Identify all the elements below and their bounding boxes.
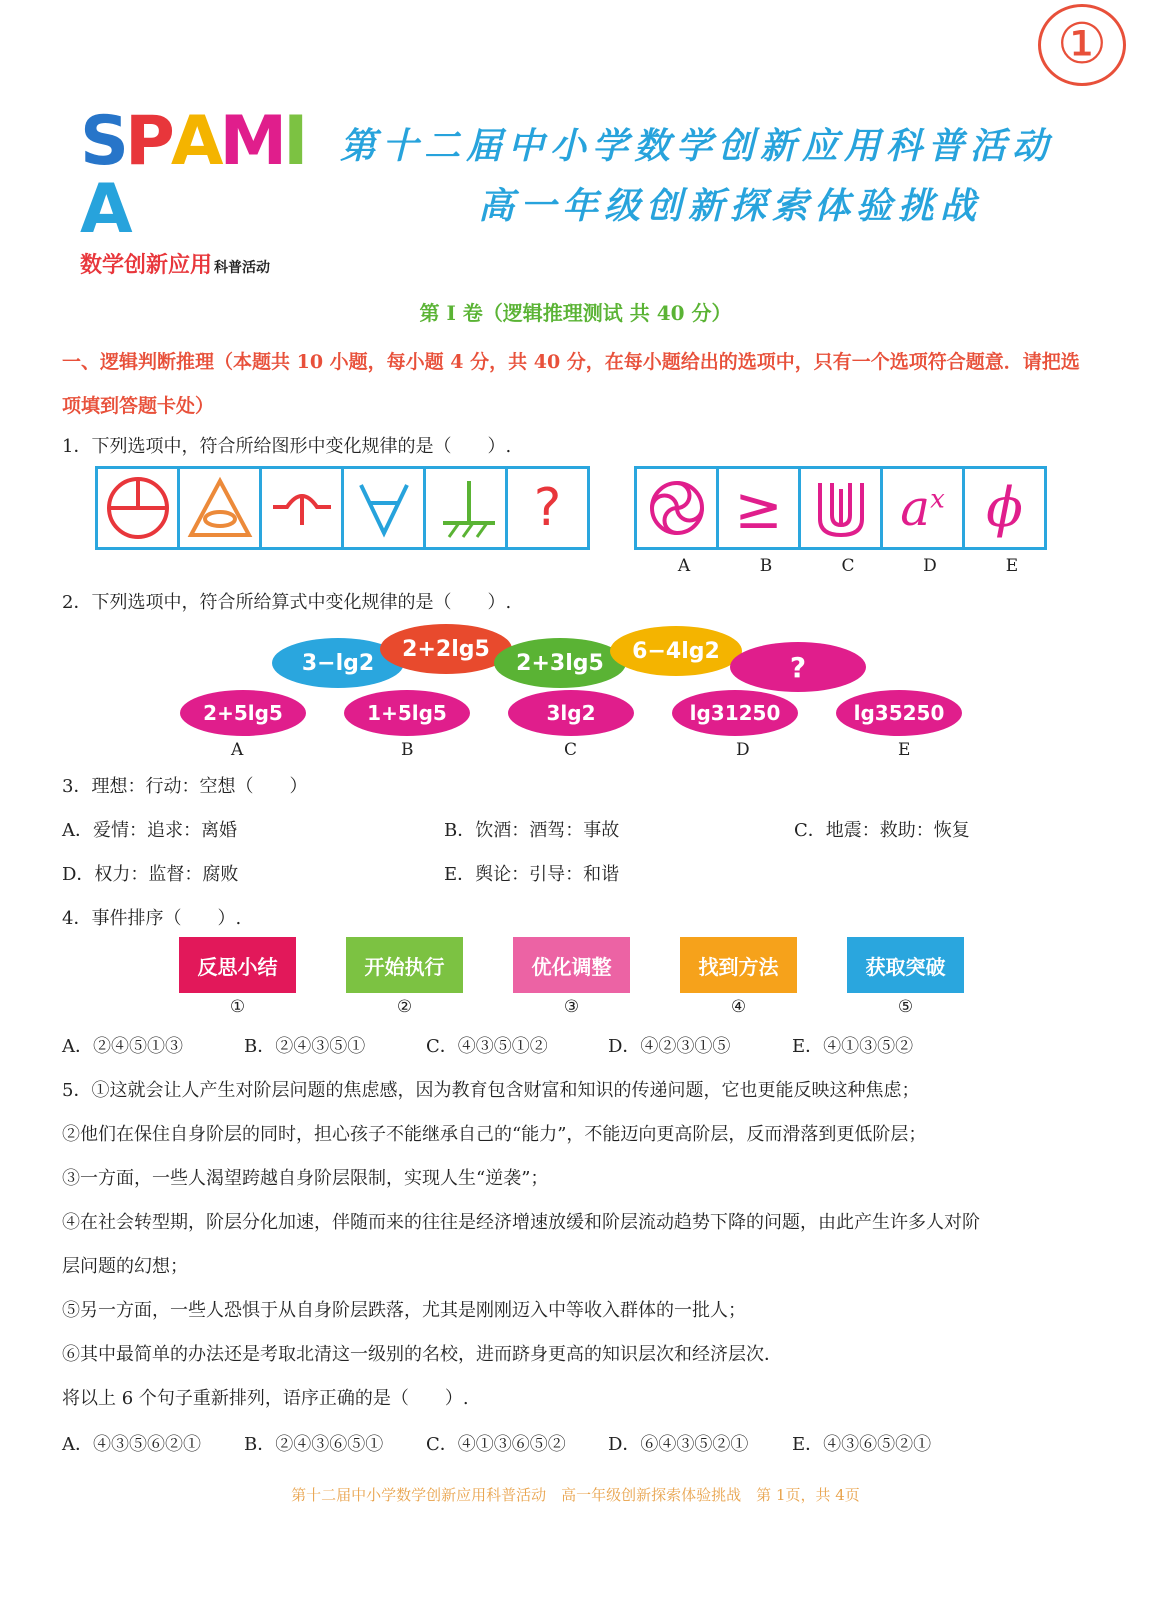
option-letter: A: [677, 556, 691, 576]
q4-option-b[interactable]: B．②④③⑤①: [244, 1036, 366, 1057]
q3-option-b[interactable]: B．饮酒：酒驾：事故: [444, 820, 620, 841]
option-a-figure[interactable]: [637, 469, 719, 547]
q5-line: 层问题的幻想；: [62, 1256, 188, 1277]
option-letter: C: [841, 556, 855, 576]
figure-arch-line: [262, 469, 344, 547]
event-tag: 反思小结: [179, 937, 296, 993]
q5-line: ⑥其中最简单的办法还是考取北清这一级别的名校，进而跻身更高的知识层次和经济层次．: [62, 1344, 782, 1365]
q5-option-b[interactable]: B．②④③⑥⑤①: [244, 1434, 384, 1455]
option-b-glyph: ≥: [734, 474, 783, 542]
page-footer: 第十二届中小学数学创新应用科普活动 高一年级创新探索体验挑战 第 1页，共 4页: [291, 1486, 860, 1504]
event-tag-number: ①: [229, 997, 246, 1017]
option-letter: B: [401, 740, 414, 760]
option-letter: E: [1005, 556, 1019, 576]
option-ellipse[interactable]: lg35250: [836, 690, 962, 736]
event-tag: 优化调整: [513, 937, 630, 993]
sequence-ellipse: 6−4lg2: [610, 626, 742, 676]
option-c-figure[interactable]: [801, 469, 883, 547]
q2-stem: 2．下列选项中，符合所给算式中变化规律的是（ ）.: [62, 592, 512, 613]
header-title-line2: 高一年级创新探索体验挑战: [478, 185, 983, 227]
instructions: 一、逻辑判断推理（本题共 10 小题，每小题 4 分，共 40 分，在每小题给出的选项中，只有一个选项符合题意．请把选项填到答题卡处）: [62, 351, 1080, 417]
q4-option-d[interactable]: D．④②③①⑤: [608, 1036, 731, 1057]
logo-wordmark: [80, 102, 325, 249]
option-e-figure[interactable]: [965, 469, 1044, 547]
event-tag: 找到方法: [680, 937, 797, 993]
q4-option-a[interactable]: A．②④⑤①③: [62, 1036, 183, 1057]
q4-option-e[interactable]: E．④①③⑤②: [792, 1036, 914, 1057]
logo-subtitle: [80, 248, 325, 279]
logo-letter: S: [80, 102, 125, 181]
q5-line: 5．①这就会让人产生对阶层问题的焦虑感，因为教育包含财富和知识的传递问题，它也更能反映这种焦虑；: [62, 1080, 920, 1101]
option-ellipse[interactable]: 1+5lg5: [344, 690, 470, 736]
q5-line: ⑤另一方面，一些人恐惧于从自身阶层跌落，尤其是刚刚迈入中等收入群体的一批人；: [62, 1300, 746, 1321]
q3-option-a[interactable]: A．爱情：追求：离婚: [62, 820, 237, 841]
option-letter: A: [231, 740, 244, 760]
option-ellipse[interactable]: 2+5lg5: [180, 690, 306, 736]
question-mark-cell: [508, 469, 587, 547]
logo-sub-main: 数学创新应用: [80, 253, 213, 278]
q5-option-e[interactable]: E．④③⑥⑤②①: [792, 1434, 932, 1455]
figure-forall: [344, 469, 426, 547]
q1-option-letters: [643, 556, 1053, 576]
option-letter: C: [564, 740, 578, 760]
q5-option-a[interactable]: A．④③⑤⑥②①: [62, 1434, 201, 1455]
option-letter: D: [736, 740, 750, 760]
option-e-glyph: ϕ: [986, 476, 1023, 539]
logo-letter: A: [170, 102, 220, 181]
sequence-ellipse: 3−lg2: [272, 638, 404, 688]
header-title-line1: 第十二届中小学数学创新应用科普活动: [340, 125, 1055, 167]
question-mark: ?: [533, 478, 562, 538]
q3-stem: 3．理想：行动：空想（ ）: [62, 776, 308, 797]
q3-option-c[interactable]: C．地震：救助：恢复: [794, 820, 970, 841]
option-d-figure[interactable]: [883, 469, 965, 547]
event-tag-number: ②: [396, 997, 413, 1017]
q5-line: ③一方面，一些人渴望跨越自身阶层限制，实现人生“逆袭”；: [62, 1168, 549, 1189]
option-letter: B: [759, 556, 773, 576]
q3-option-d[interactable]: D．权力：监督：腐败: [62, 864, 239, 885]
option-b-figure[interactable]: [719, 469, 801, 547]
q5-prompt: 将以上 6 个句子重新排列，语序正确的是（ ）.: [62, 1388, 469, 1409]
q1-sequence-figures: [95, 466, 590, 550]
event-tag-number: ③: [563, 997, 580, 1017]
logo-letter: A: [80, 170, 129, 249]
option-ellipse[interactable]: lg31250: [672, 690, 798, 736]
sequence-ellipse: 2+2lg5: [380, 624, 512, 674]
q3-option-e[interactable]: E．舆论：引导：和谐: [444, 864, 620, 885]
option-letter: D: [923, 556, 937, 576]
q5-option-c[interactable]: C．④①③⑥⑤②: [426, 1434, 566, 1455]
section-title: 第 I 卷（逻辑推理测试 共 40 分）: [419, 301, 732, 325]
logo-letter: I: [283, 102, 305, 181]
q5-line: ④在社会转型期，阶层分化加速，伴随而来的往往是经济增速放缓和阶层流动趋势下降的问题，由此产生许多人对阶: [62, 1212, 980, 1233]
page-number-badge: ①: [1038, 4, 1126, 86]
q1-stem: 1．下列选项中，符合所给图形中变化规律的是（ ）.: [62, 436, 512, 457]
option-d-sup: x: [930, 484, 945, 515]
q4-option-c[interactable]: C．④③⑤①②: [426, 1036, 548, 1057]
q4-event-tags: [0, 937, 1151, 1027]
logo-sub-small: 科普活动: [214, 260, 271, 276]
figure-circle-cross: [98, 469, 180, 547]
q5-line: ②他们在保住自身阶层的同时，担心孩子不能继承自己的“能力”，不能迈向更高阶层，反而滑落到更低阶层；: [62, 1124, 927, 1145]
option-d-base: a: [900, 479, 931, 537]
q1-option-figures: [634, 466, 1047, 550]
event-tag-number: ④: [730, 997, 747, 1017]
sequence-ellipse: ?: [730, 642, 866, 692]
logo-letter: P: [124, 102, 171, 181]
figure-triangle-eye: [180, 469, 262, 547]
q4-stem: 4．事件排序（ ）.: [62, 908, 242, 929]
option-letter: E: [898, 740, 911, 760]
event-tag: 开始执行: [346, 937, 463, 993]
figure-ground-symbol: [426, 469, 508, 547]
logo-letter: M: [219, 102, 284, 181]
q5-option-d[interactable]: D．⑥④③⑤②①: [608, 1434, 749, 1455]
sequence-ellipse: 2+3lg5: [494, 638, 626, 688]
event-tag-number: ⑤: [897, 997, 914, 1017]
spamia-logo: [80, 102, 325, 278]
option-ellipse[interactable]: 3lg2: [508, 690, 634, 736]
event-tag: 获取突破: [847, 937, 964, 993]
